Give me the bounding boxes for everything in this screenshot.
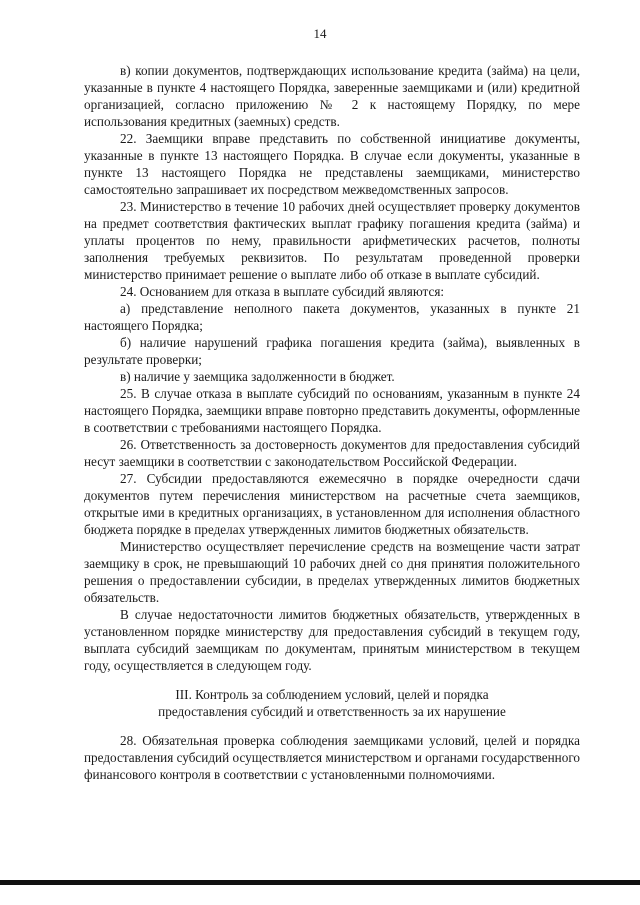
paragraph-22: 22. Заемщики вправе представить по собственной инициативе документы, указанные в пункте 13 настоящего Порядка. В случае если документы, указанные в пункте 13 настоящего Порядка не представлены заемщиками, министерство самостоятельно запрашивает их посредством межведомственных запросов. — [84, 131, 580, 197]
section-heading-line-1: III. Контроль за соблюдением условий, целей и порядка — [175, 687, 489, 702]
paragraph-24b: б) наличие нарушений графика погашения кредита (займа), выявленных в результате проверки; — [84, 335, 580, 367]
paragraph-27-limits: В случае недостаточности лимитов бюджетных обязательств, утвержденных в установленном порядке министерству для предоставления субсидий в текущем году, выплата субсидий заемщикам по документам, принятым министерством в текущем году, осуществляется в следующем году. — [84, 607, 580, 673]
paragraph-25: 25. В случае отказа в выплате субсидий по основаниям, указанным в пункте 24 настоящего Порядка, заемщики вправе повторно представить документы, оформленные в соответствии с требованиями настоящего Порядка. — [84, 386, 580, 435]
paragraph-23: 23. Министерство в течение 10 рабочих дней осуществляет проверку документов на предмет соответствия фактических выплат графику погашения кредита (займа) и уплаты процентов по нему, правильности арифметических расчетов, полноты заполнения требуемых реквизитов. По результатам проведенной проверки министерство принимает решение о выплате либо об отказе в выплате субсидий. — [84, 199, 580, 282]
paragraph-24a: а) представление неполного пакета документов, указанных в пункте 21 настоящего Порядка; — [84, 301, 580, 333]
paragraph-21v: в) копии документов, подтверждающих использование кредита (займа) на цели, указанные в пункте 4 настоящего Порядка, заверенные заемщиками и (или) кредитной организацией, согласно приложению № 2 к настоящему Порядку, по мере использования кредитных (заемных) средств. — [84, 63, 580, 129]
paragraph-27: 27. Субсидии предоставляются ежемесячно в порядке очередности сдачи документов путем перечисления министерством на расчетные счета заемщиков, открытые ими в кредитных организациях, в установленном для исполнения областного бюджета порядке в пределах утвержденных лимитов бюджетных обязательств. — [84, 471, 580, 537]
page-number: 14 — [313, 26, 327, 41]
paragraph-24: 24. Основанием для отказа в выплате субсидий являются: — [120, 284, 445, 299]
paragraph-26: 26. Ответственность за достоверность документов для предоставления субсидий несут заемщики в соответствии с законодательством Российской Федерации. — [84, 437, 580, 469]
paragraph-28: 28. Обязательная проверка соблюдения заемщиками условий, целей и порядка предоставления субсидий осуществляется министерством и органами государственного финансового контроля в соответствии с установленными полномочиями. — [84, 733, 580, 782]
section-heading — [84, 686, 580, 720]
paragraph-27-transfer: Министерство осуществляет перечисление средств на возмещение части затрат заемщику в срок, не превышающий 10 рабочих дней со дня принятия положительного решения о предоставлении субсидии, в пределах утвержденных лимитов бюджетных обязательств. — [84, 539, 580, 605]
document-body — [84, 62, 580, 783]
bottom-scan-edge — [0, 880, 640, 885]
paragraph-24v: в) наличие у заемщика задолженности в бюджет. — [120, 369, 395, 384]
section-heading-line-2: предоставления субсидий и ответственность за их нарушение — [158, 704, 506, 719]
